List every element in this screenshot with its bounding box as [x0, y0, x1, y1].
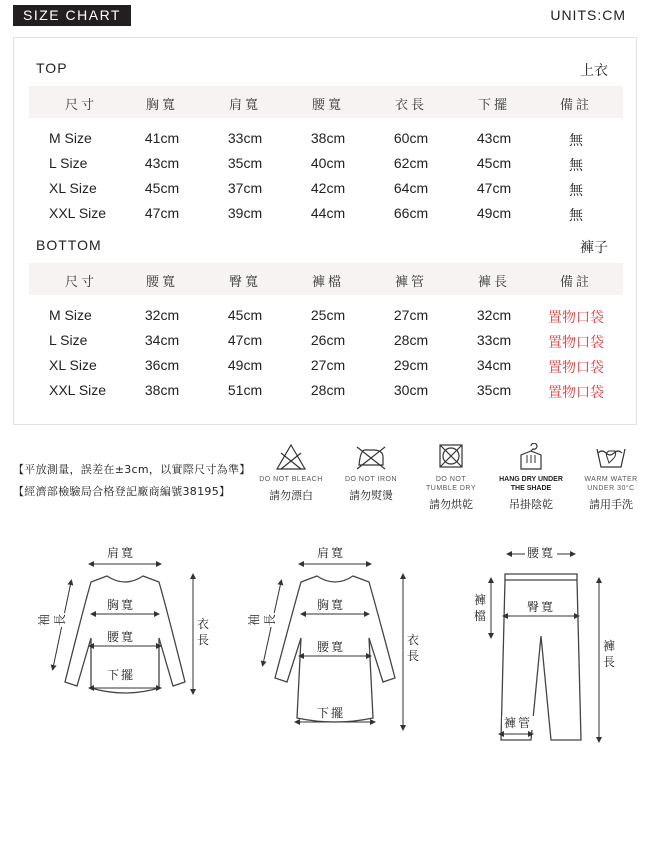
size-cell: XXL Size: [49, 205, 107, 221]
care-label-cn: 吊掛陰乾: [509, 498, 553, 511]
column-header: 尺寸: [64, 275, 97, 290]
bottom-section-title-cn: 褲子: [580, 240, 608, 256]
value-cell: 33cm: [227, 130, 263, 146]
hip-label: 臀寬: [527, 600, 556, 614]
size-cell: M Size: [49, 307, 92, 323]
care-item-no-bleach: [246, 443, 336, 503]
value-cell: 36cm: [144, 357, 180, 373]
no-iron-icon: [355, 443, 387, 471]
value-cell: 45cm: [144, 180, 180, 196]
value-cell: 62cm: [393, 155, 429, 171]
chest-label: 胸寬: [317, 598, 346, 612]
size-cell: L Size: [49, 332, 88, 348]
shirt-diagram-1: [35, 540, 215, 720]
column-header: 胸寬: [145, 98, 178, 113]
value-cell: 置物口袋: [548, 309, 604, 325]
value-cell: 49cm: [227, 357, 263, 373]
value-cell: 49cm: [476, 205, 512, 221]
care-label-en: DO NOT BLEACH: [259, 476, 323, 483]
measurement-note: 【平放測量，誤差在±3cm，以實際尺寸為準】: [13, 463, 251, 476]
value-cell: 35cm: [476, 382, 512, 398]
pants-diagram: [465, 540, 625, 750]
table-row: [29, 205, 623, 230]
size-cell: XL Size: [49, 180, 97, 196]
registration-note: 【經濟部檢驗局合格登記廠商編號38195】: [13, 485, 231, 498]
value-cell: 32cm: [476, 307, 512, 323]
top-section-title-cn: 上衣: [580, 63, 608, 79]
column-header: 肩寬: [228, 98, 261, 113]
size-cell: L Size: [49, 155, 88, 171]
value-cell: 29cm: [393, 357, 429, 373]
care-item-warm-water: [566, 443, 650, 512]
pants-outline: [465, 540, 625, 750]
value-cell: 27cm: [393, 307, 429, 323]
value-cell: 30cm: [393, 382, 429, 398]
value-cell: 25cm: [310, 307, 346, 323]
value-cell: 28cm: [310, 382, 346, 398]
column-header: 備註: [559, 275, 592, 290]
table-row: [29, 332, 623, 357]
value-cell: 34cm: [476, 357, 512, 373]
value-cell: 47cm: [144, 205, 180, 221]
care-label-en: HANG DRY UNDER THE SHADE: [499, 476, 563, 492]
size-chart-badge: SIZE CHART: [13, 5, 131, 26]
chest-label: 胸寬: [107, 598, 136, 612]
column-header: 褲長: [477, 275, 510, 290]
table-row: [29, 155, 623, 180]
care-label-en: DO NOT IRON: [344, 476, 398, 483]
value-cell: 置物口袋: [548, 384, 604, 400]
value-cell: 44cm: [310, 205, 346, 221]
no-bleach-icon: [275, 443, 307, 471]
value-cell: 無: [569, 132, 583, 148]
value-cell: 27cm: [310, 357, 346, 373]
shirt-diagram-2: [245, 540, 425, 740]
value-cell: 60cm: [393, 130, 429, 146]
table-row: [29, 180, 623, 205]
value-cell: 33cm: [476, 332, 512, 348]
length-label: 衣長: [406, 633, 419, 663]
value-cell: 66cm: [393, 205, 429, 221]
table-row: [29, 357, 623, 382]
size-table-card: [13, 37, 637, 425]
value-cell: 32cm: [144, 307, 180, 323]
column-header: 備註: [559, 98, 592, 113]
care-label-en: WARM WATER UNDER 30°C: [584, 476, 638, 492]
column-header: 衣長: [394, 98, 427, 113]
value-cell: 43cm: [144, 155, 180, 171]
value-cell: 42cm: [310, 180, 346, 196]
shoulder-label: 肩寬: [317, 546, 346, 560]
size-cell: XL Size: [49, 357, 97, 373]
units-label: UNITS:CM: [550, 7, 626, 23]
value-cell: 45cm: [227, 307, 263, 323]
table-row: [29, 307, 623, 332]
care-label-en: DO NOT TUMBLE DRY: [426, 476, 476, 492]
size-cell: XXL Size: [49, 382, 107, 398]
value-cell: 37cm: [227, 180, 263, 196]
value-cell: 無: [569, 157, 583, 173]
care-label-cn: 請勿熨燙: [349, 489, 393, 502]
care-label-cn: 請勿烘乾: [429, 498, 473, 511]
rise-label: 褲檔: [473, 593, 486, 623]
column-header: 褲檔: [311, 275, 344, 290]
table-row: [29, 382, 623, 407]
value-cell: 41cm: [144, 130, 180, 146]
care-item-no-iron: [326, 443, 416, 503]
value-cell: 無: [569, 182, 583, 198]
column-header: 腰寬: [311, 98, 344, 113]
value-cell: 45cm: [476, 155, 512, 171]
care-label-cn: 請用手洗: [589, 498, 633, 511]
top-table-header: [29, 86, 623, 118]
no-tumble-dry-icon: [435, 443, 467, 471]
value-cell: 35cm: [227, 155, 263, 171]
column-header: 臀寬: [228, 275, 261, 290]
value-cell: 39cm: [227, 205, 263, 221]
waist-label: 腰寬: [317, 640, 346, 654]
column-header: 褲管: [394, 275, 427, 290]
value-cell: 置物口袋: [548, 334, 604, 350]
value-cell: 無: [569, 207, 583, 223]
shoulder-label: 肩寬: [107, 546, 136, 560]
hem-label: 下擺: [317, 706, 346, 720]
column-header: 下擺: [477, 98, 510, 113]
value-cell: 47cm: [227, 332, 263, 348]
value-cell: 26cm: [310, 332, 346, 348]
value-cell: 置物口袋: [548, 359, 604, 375]
bottom-table-header: [29, 263, 623, 295]
value-cell: 47cm: [476, 180, 512, 196]
value-cell: 38cm: [144, 382, 180, 398]
waist-label: 腰寬: [107, 630, 136, 644]
length-label: 褲長: [602, 639, 615, 669]
value-cell: 51cm: [227, 382, 263, 398]
length-label: 衣長: [196, 617, 209, 647]
bottom-section-title: BOTTOM: [36, 237, 102, 253]
care-label-cn: 請勿漂白: [269, 489, 313, 502]
value-cell: 28cm: [393, 332, 429, 348]
care-item-hang-dry: [486, 443, 576, 512]
waist-label: 腰寬: [527, 546, 556, 560]
table-row: [29, 130, 623, 155]
column-header: 腰寬: [145, 275, 178, 290]
size-cell: M Size: [49, 130, 92, 146]
value-cell: 40cm: [310, 155, 346, 171]
leg-label: 褲管: [504, 716, 533, 730]
hem-label: 下擺: [107, 668, 136, 682]
value-cell: 38cm: [310, 130, 346, 146]
hang-dry-icon: [515, 443, 547, 471]
sleeve-label: 袖長: [37, 614, 67, 627]
column-header: 尺寸: [64, 98, 97, 113]
value-cell: 34cm: [144, 332, 180, 348]
top-section-title: TOP: [36, 60, 68, 76]
value-cell: 43cm: [476, 130, 512, 146]
care-item-no-tumble-dry: [406, 443, 496, 512]
warm-water-icon: [595, 443, 627, 471]
value-cell: 64cm: [393, 180, 429, 196]
sleeve-label: 袖長: [247, 614, 277, 627]
